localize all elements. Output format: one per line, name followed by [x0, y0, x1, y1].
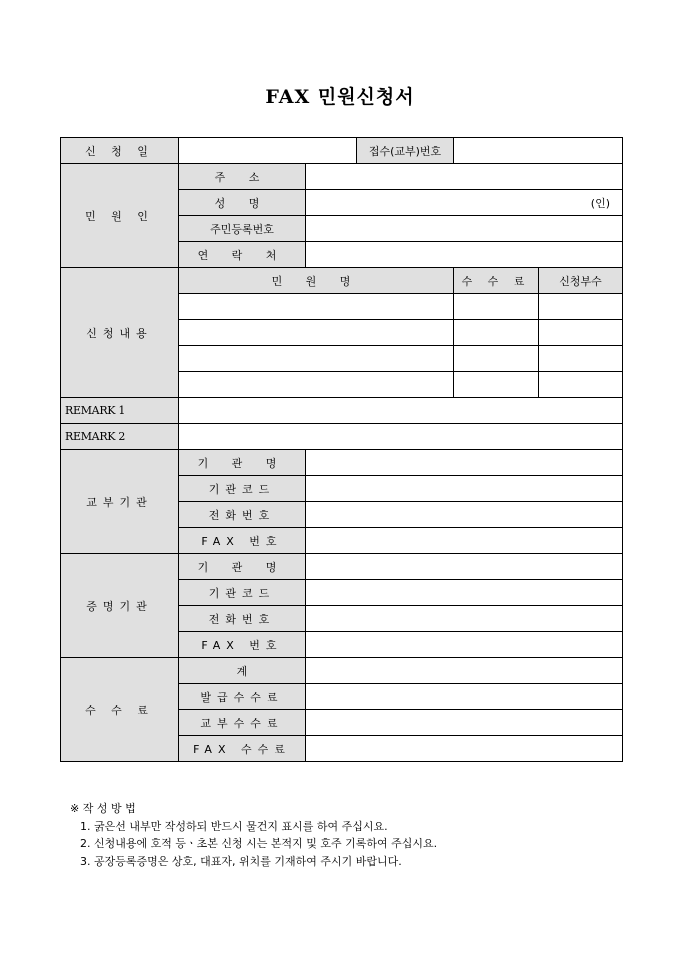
name-field[interactable] [306, 190, 623, 216]
delivery-fee-label: 교부수수료 [179, 710, 306, 736]
copies-field[interactable] [539, 320, 623, 346]
name-label: 성 명 [179, 190, 306, 216]
certifying-agency-phone-field[interactable] [306, 606, 623, 632]
remark2-label: REMARK 2 [61, 424, 179, 450]
doc-name-header: 민 원 명 [179, 268, 454, 294]
fax-fee-field[interactable] [306, 736, 623, 762]
instructions-heading: ※ 작 성 방 법 [70, 802, 136, 815]
contact-field[interactable] [306, 242, 623, 268]
contact-label: 연 락 처 [179, 242, 306, 268]
remark1-label: REMARK 1 [61, 398, 179, 424]
certifying-agency-name-field[interactable] [306, 554, 623, 580]
apply-date-field[interactable] [179, 138, 357, 164]
request-section-label: 신청내용 [61, 268, 179, 398]
fee-field[interactable] [454, 294, 539, 320]
issue-fee-label: 발급수수료 [179, 684, 306, 710]
fee-header: 수 수 료 [454, 268, 539, 294]
address-label: 주 소 [179, 164, 306, 190]
address-field[interactable] [306, 164, 623, 190]
applicant-section-label: 민 원 인 [61, 164, 179, 268]
issuing-agency-section-label: 교부기관 [61, 450, 179, 554]
fee-field[interactable] [454, 346, 539, 372]
doc-name-field[interactable] [179, 346, 454, 372]
issuing-agency-phone-label: 전화번호 [179, 502, 306, 528]
certifying-agency-phone-label: 전화번호 [179, 606, 306, 632]
remark1-field[interactable] [179, 398, 623, 424]
issuing-agency-fax-field[interactable] [306, 528, 623, 554]
copies-field[interactable] [539, 294, 623, 320]
copies-header: 신청부수 [539, 268, 623, 294]
form-title: FAX 민원신청서 [265, 86, 415, 108]
delivery-fee-field[interactable] [306, 710, 623, 736]
issuing-agency-name-field[interactable] [306, 450, 623, 476]
issuing-agency-fax-label: FAX 번호 [179, 528, 306, 554]
certifying-agency-section-label: 증명기관 [61, 554, 179, 658]
issuing-agency-name-label: 기 관 명 [179, 450, 306, 476]
resident-number-label: 주민등록번호 [179, 216, 306, 242]
fee-field[interactable] [454, 372, 539, 398]
certifying-agency-code-label: 기관코드 [179, 580, 306, 606]
application-form-table [60, 137, 623, 762]
receipt-number-field[interactable] [454, 138, 623, 164]
issuing-agency-phone-field[interactable] [306, 502, 623, 528]
instruction-item: 1. 굵은선 내부만 작성하되 반드시 물건지 표시를 하여 주십시요. [80, 819, 388, 833]
doc-name-field[interactable] [179, 294, 454, 320]
fee-total-label: 계 [179, 658, 306, 684]
instruction-item: 2. 신청내용에 호적 등ㆍ초본 신청 시는 본적지 및 호주 기록하여 주십시요. [80, 837, 438, 850]
receipt-number-label: 접수(교부)번호 [357, 138, 454, 164]
issuing-agency-code-label: 기관코드 [179, 476, 306, 502]
seal-mark: (인) [590, 196, 610, 210]
copies-field[interactable] [539, 372, 623, 398]
apply-date-label: 신 청 일 [61, 138, 179, 164]
remark2-field[interactable] [179, 424, 623, 450]
fee-field[interactable] [454, 320, 539, 346]
instruction-item: 3. 공장등록증명은 상호, 대표자, 위치를 기재하여 주시기 바랍니다. [80, 854, 402, 868]
fee-total-field[interactable] [306, 658, 623, 684]
instructions [70, 800, 437, 870]
issuing-agency-code-field[interactable] [306, 476, 623, 502]
certifying-agency-name-label: 기 관 명 [179, 554, 306, 580]
certifying-agency-fax-field[interactable] [306, 632, 623, 658]
doc-name-field[interactable] [179, 372, 454, 398]
resident-number-field[interactable] [306, 216, 623, 242]
issue-fee-field[interactable] [306, 684, 623, 710]
certifying-agency-code-field[interactable] [306, 580, 623, 606]
fees-section-label: 수 수 료 [61, 658, 179, 762]
fax-fee-label: FAX 수수료 [179, 736, 306, 762]
copies-field[interactable] [539, 346, 623, 372]
certifying-agency-fax-label: FAX 번호 [179, 632, 306, 658]
doc-name-field[interactable] [179, 320, 454, 346]
